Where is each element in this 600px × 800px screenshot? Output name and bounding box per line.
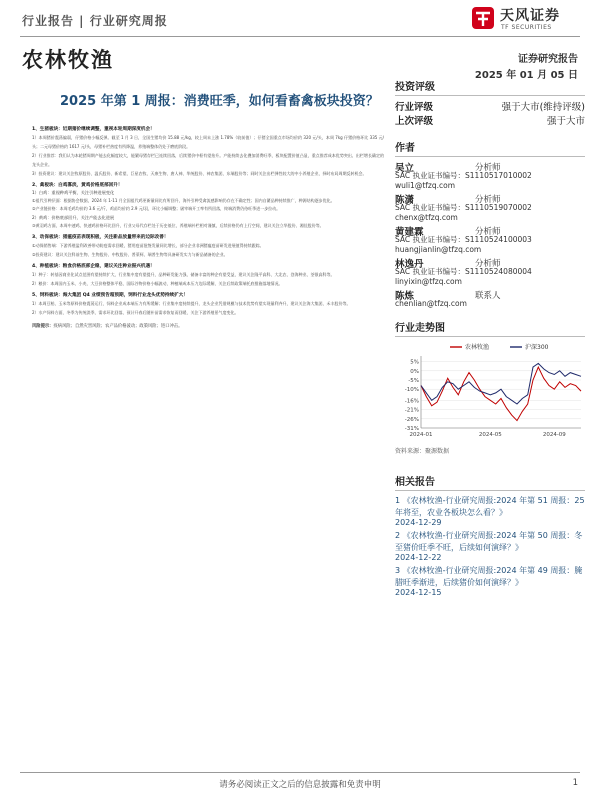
section-heading: 2、禽板块：白鸡寡淡，黄鸡价格底部回升！ [32, 182, 123, 188]
related-report-title[interactable]: 2 《农林牧渔-行业研究周报:2024 年第 50 周报：冬至猪价旺季不旺，后续如何演绎？》 [395, 531, 583, 552]
related-reports-list [395, 495, 585, 597]
industry-title: 农林牧渔 [22, 48, 114, 72]
section-heading: 4、种植板块：粮食价格底部企稳，建议关注种业振兴机遇！ [32, 264, 155, 270]
analyst-card [395, 192, 585, 223]
contact-name: 陈炼 [395, 291, 415, 302]
industry-rating-value: 强于大市(维持评级) [501, 102, 585, 113]
footer-divider [20, 772, 580, 773]
trend-chart-svg [395, 340, 585, 444]
body-paragraph: 1）种子：转基因商业化试点范围有望持续扩大，行业集中度有望提升，品种研发能力强、储备丰富的种企有望受益，建议关注隆平高科、大北农、登海种业、荃银高科等。 [32, 272, 335, 278]
legend-label: 沪深300 [525, 344, 549, 351]
analyst-card [395, 224, 585, 255]
industry-rating-label: 行业评级 [395, 102, 434, 113]
analyst-name: 吴立 [395, 163, 415, 174]
body-paragraph: ①动保销售端：下游养殖盈利改善带动防疫需求回暖，猪用疫苗批签发量同比增长，部分企业非洲猪瘟疫苗研发进展值得持续跟踪。 [32, 243, 264, 249]
risk-text: 疫病风险；自然灾害风险；农产品价格波动；政策风险；进口冲击。 [53, 323, 183, 329]
related-report-item[interactable] [395, 565, 585, 597]
report-body [32, 123, 384, 331]
industry-rating-row [395, 99, 585, 113]
contact-email[interactable]: chenlian@tfzq.com [395, 299, 467, 308]
logo-text-cn: 天风证券 [500, 8, 560, 24]
disclaimer-footer: 请务必阅读正文之后的信息披露和免责申明 [219, 780, 381, 790]
analyst-role: 分析师 [475, 195, 501, 205]
tf-securities-logo [470, 2, 594, 36]
trend-chart-heading: 行业走势图 [395, 319, 585, 337]
related-report-title[interactable]: 1 《农林牧渔-行业研究周报:2024 年第 51 周报：25 年将至，农业各板块怎么看？》 [395, 496, 585, 517]
section-heading: 5、饲料板块：海大集团 Q4 业绩预告超预期，饲料行业龙头优势持续扩大！ [32, 292, 188, 298]
contact-role: 联系人 [475, 291, 501, 301]
chart-source: 资料来源：聚源数据 [395, 448, 450, 455]
body-paragraph: ①祖代引种层面：根据协会数据，2024 年 1-11 月全国祖代鸡更新量同比有所回升，海外引种受禽流感影响仍存在不确定性；国内自繁品种持续推广，种源结构逐步优化。 [32, 197, 335, 203]
previous-rating-value: 强于大市 [546, 116, 585, 127]
analyst-email[interactable]: linyixin@tfzq.com [395, 277, 462, 286]
previous-rating-label: 上次评级 [395, 116, 434, 127]
body-paragraph: ②投资建议：建议关注科前生物、生物股份、中牧股份、普莱柯、瑞普生物等具备研发实力与新品储备的企业。 [32, 252, 228, 258]
section-heading: 3、动保板块：猪瘟疫苗表现积极，关注新品放量带来的边际改善！ [32, 235, 169, 241]
body-paragraph: ③黄羽鸡方面，本周中速鸡、快速鸡价格环比回升，行业父母代存栏处于历史低位，养殖端补栏相对谨慎，后续价格仍有上行空间，建议关注立华股份、湘佳股份等。 [32, 223, 324, 229]
body-paragraph: 1）本周猪价震荡偏弱，仔猪价格小幅反弹。截至 1 月 3 日，全国生猪均价 15.88 元/kg，较上周末上涨 1.78%（较前值）；仔猪全国重点市场均价约 320 元/头，本周 7kg 仔猪价格环比 335 元/头；二元母猪价格约 1617 元/头，母猪补栏热度有所降温，养殖端整体仍处于磨底阶段。 [32, 135, 384, 149]
analyst-card [395, 288, 585, 309]
body-paragraph: ②产业链价格：本周毛鸡均价约 3.6 元/斤，鸡苗均价约 2.9 元/羽，环比小幅调整；屠宰端开工率有所回落，终端消费仍待旺季进一步拉动。 [32, 206, 281, 212]
report-date: 2025 年 01 月 05 日 [474, 70, 578, 81]
risk-label: 风险提示： [32, 323, 54, 329]
body-paragraph: 1）本周豆粕、玉米等原料价格震荡运行，饲料企业成本端压力有所缓解；行业集中度持续提升，龙头企业凭借规模与技术优势有望实现量利齐升，建议关注海大集团、禾丰股份等。 [32, 300, 351, 306]
analyst-license: SAC 执业证书编号：S1110524100003 [395, 235, 532, 244]
header-divider [20, 36, 580, 37]
sidebar [395, 78, 585, 597]
body-paragraph: 3）投资建议：建议关注牧原股份、温氏股份、新希望、巨星农牧、天康生物、唐人神、华统股份、神农集团、东瑞股份等；同时关注出栏弹性较大的中小养殖企业，择时布局周期反转机会。 [32, 170, 367, 176]
previous-rating-row [395, 113, 585, 127]
y-tick-label: -26% [404, 416, 419, 423]
body-paragraph: 2）粮价：本周国内玉米、小麦、大豆价格整体平稳，国际谷物价格小幅波动，种植端成本压力边际缓解，关注后续政策端托底措施落地情况。 [32, 280, 283, 286]
analyst-role: 分析师 [475, 227, 501, 237]
analyst-email[interactable]: chenx@tfzq.com [395, 213, 458, 222]
report-title: 2025 年第 1 周报：消费旺季，如何看畜禽板块投资？ [60, 94, 379, 109]
x-tick-label: 2024-05 [478, 432, 502, 438]
related-report-date: 2024-12-15 [395, 588, 442, 597]
subsection-heading: 1）白鸡：重视种鸡平衡，关注引种进展变化 [32, 189, 115, 195]
analyst-name: 黄建霖 [395, 227, 424, 238]
report-type: 行业报告 | 行业研究周报 [22, 14, 168, 28]
analyst-email[interactable]: wuli1@tfzq.com [395, 181, 456, 190]
analyst-license: SAC 执业证书编号：S1110519070002 [395, 203, 532, 212]
x-tick-label: 2024-01 [409, 432, 433, 438]
subsection-heading: 2）黄鸡：价格底部回升，关注产能去化进展 [32, 215, 115, 221]
body-paragraph: 2）水产饲料方面，冬季为传统淡季，需求环比回落，预计开春后随补苗需求恢复而回暖，关注下游养殖景气度变化。 [32, 309, 239, 315]
analyst-name: 林逸丹 [395, 259, 424, 270]
y-tick-label: -16% [404, 398, 419, 405]
related-report-date: 2024-12-22 [395, 553, 442, 562]
legend-label: 农林牧渔 [465, 344, 490, 351]
authors-heading: 作者 [395, 139, 585, 157]
related-reports-heading: 相关报告 [395, 473, 585, 491]
related-report-date: 2024-12-29 [395, 518, 442, 527]
analyst-email[interactable]: huangjianlin@tfzq.com [395, 245, 482, 254]
analyst-license: SAC 执业证书编号：S1110517010002 [395, 171, 532, 180]
tf-logo-icon [470, 5, 496, 31]
risk-warning [32, 323, 384, 331]
x-tick-label: 2024-09 [542, 432, 566, 438]
y-tick-label: -10% [404, 387, 419, 394]
y-tick-label: -31% [404, 426, 419, 432]
body-paragraph: 2）行业推荐：我们认为本轮猪周期产能去化幅度较大，能繁母猪存栏已连续回落，后续猪价中枢有望抬升。产能持续去化叠加消费旺季，板块配置价值凸显，重点推荐成本优势突出、出栏增长确定的龙头企业。 [32, 152, 384, 167]
analyst-license: SAC 执业证书编号：S1110524080004 [395, 267, 532, 276]
investment-rating-heading: 投资评级 [395, 78, 585, 96]
related-report-item[interactable] [395, 530, 585, 562]
report-series: 证券研究报告 [518, 54, 578, 65]
y-tick-label: -21% [404, 407, 419, 414]
analyst-role: 分析师 [475, 163, 501, 173]
related-report-title[interactable]: 3 《农林牧渔-行业研究周报:2024 年第 49 周报：腌腊旺季渐进，后续猪价如何演绎？》 [395, 566, 583, 587]
page-number: 1 [572, 778, 578, 788]
section-heading: 1、生猪板块：近期猪价继续调整，重视本轮周期深度机会！ [32, 127, 155, 132]
y-tick-label: 5% [410, 359, 419, 366]
logo-text-en: TF SECURITIES [501, 24, 552, 31]
y-tick-label: -5% [408, 378, 419, 384]
industry-trend-chart [395, 340, 585, 444]
body-flow [32, 126, 384, 318]
analyst-card [395, 160, 585, 191]
analyst-name: 陈潇 [395, 195, 415, 206]
series-line-agriculture [421, 367, 581, 421]
y-tick-label: 0% [410, 368, 419, 375]
analyst-role: 分析师 [475, 259, 501, 269]
analyst-card [395, 256, 585, 287]
related-report-item[interactable] [395, 495, 585, 527]
